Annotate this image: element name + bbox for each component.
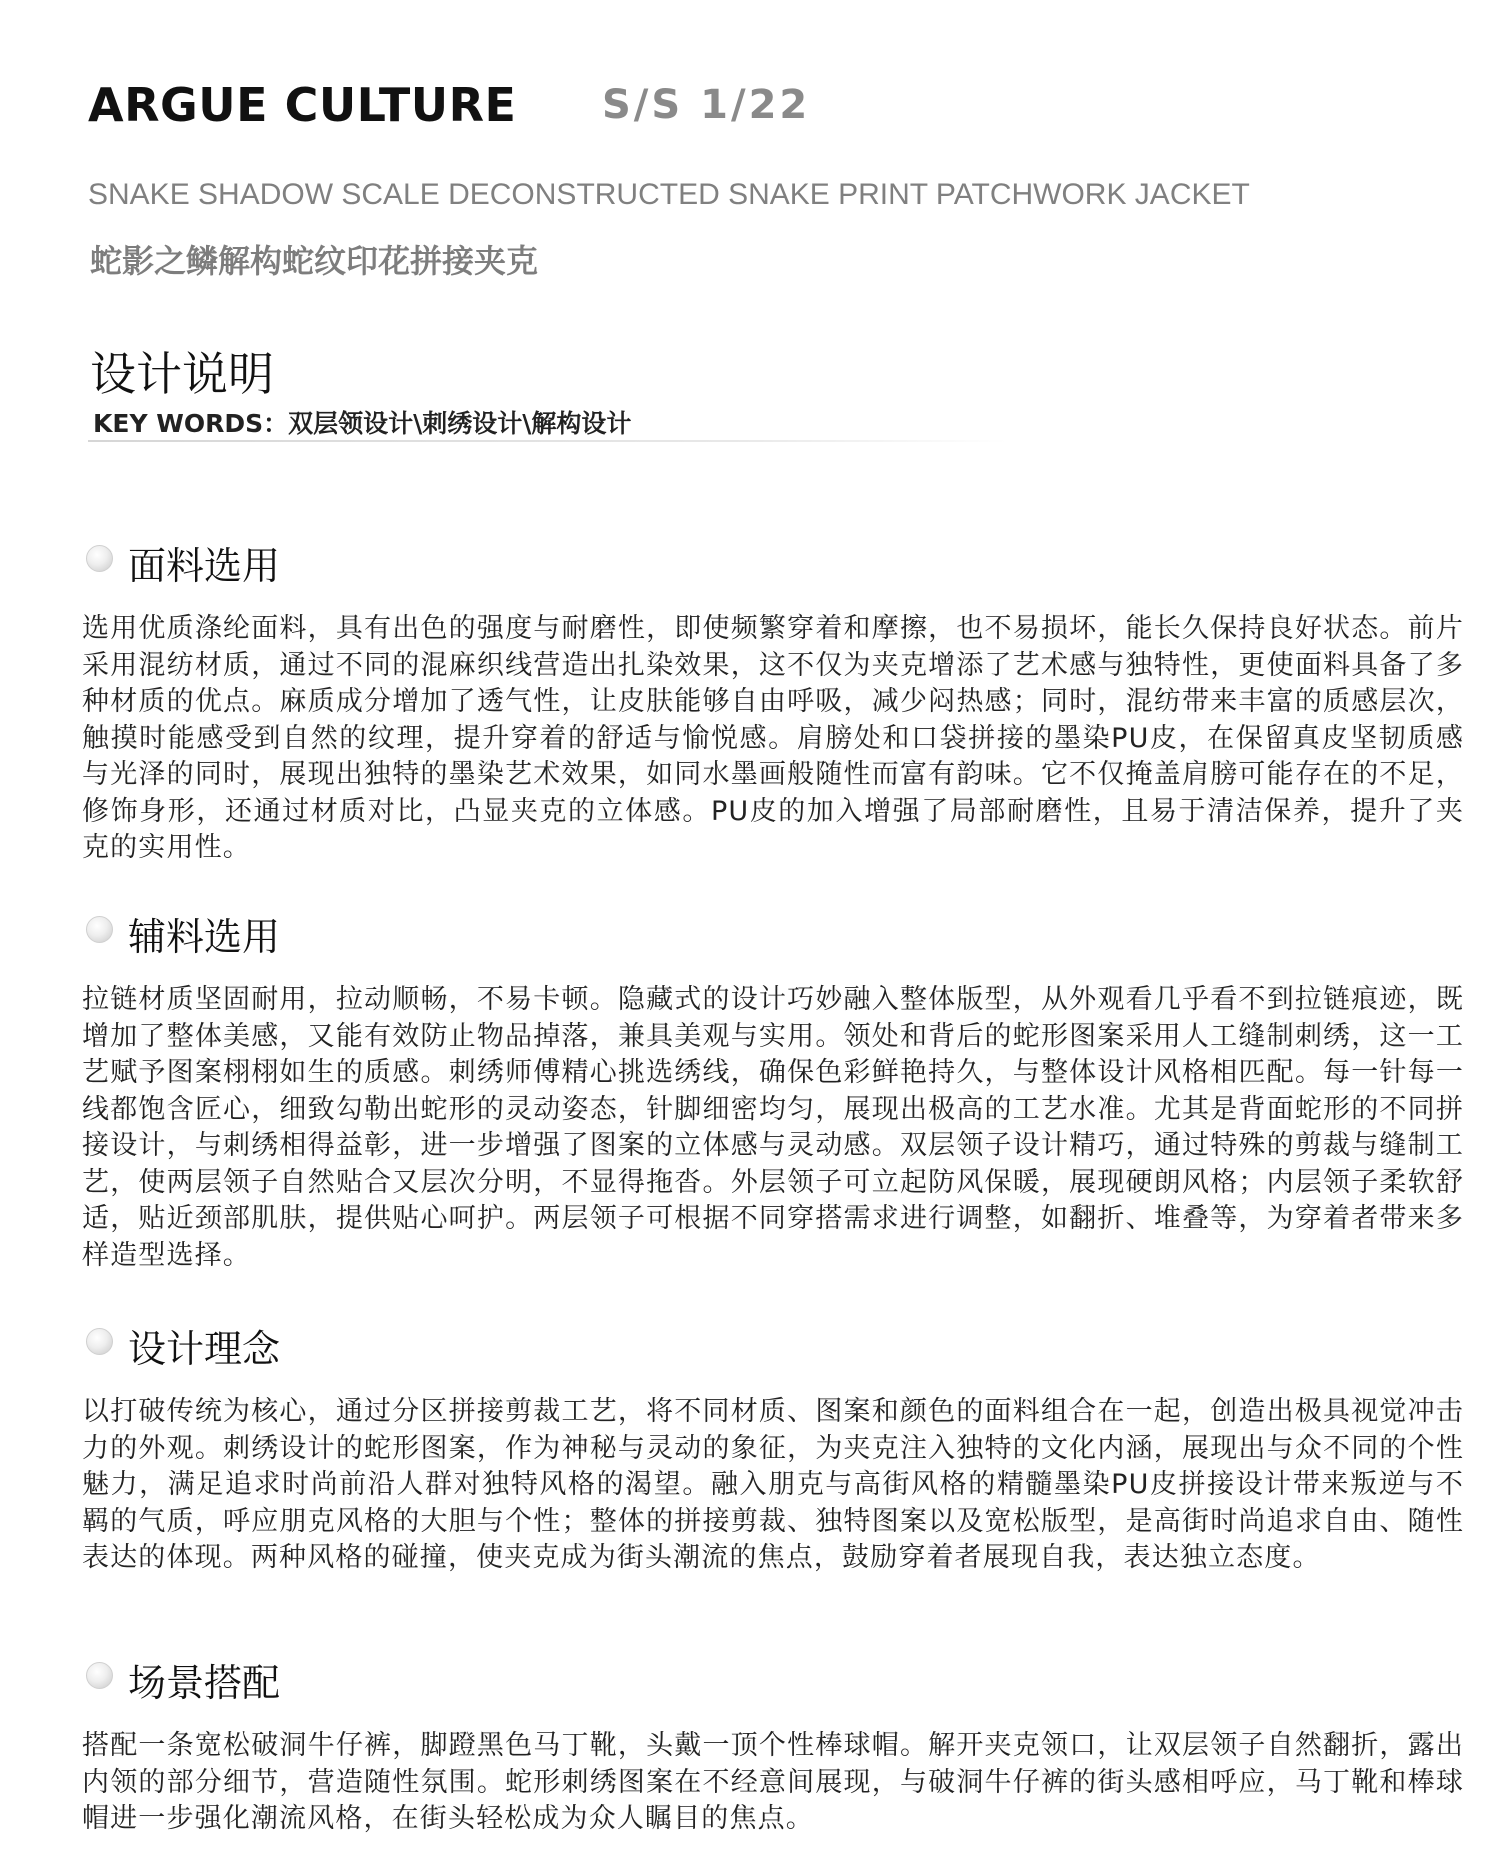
- circle-bullet-icon: [86, 1662, 113, 1689]
- section-title: 场景搭配: [128, 1661, 281, 1705]
- section-body: 拉链材质坚固耐用，拉动顺畅，不易卡顿。隐藏式的设计巧妙融入整体版型，从外观看几乎看不到拉链痕迹，既增加了整体美感，又能有效防止物品掉落，兼具美观与实用。领处和背后的蛇形图案采用人工缝制刺绣，这一工艺赋予图案栩栩如生的质感。刺绣师傅精心挑选绣线，确保色彩鲜艳持久，与整体设计风格相匹配。每一针每一线都饱含匠心，细致勾勒出蛇形的灵动姿态，针脚细密均匀，展现出极高的工艺水准。尤其是背面蛇形的不同拼接设计，与刺绣相得益彰，进一步增强了图案的立体感与灵动感。双层领子设计精巧，通过特殊的剪裁与缝制工艺，使两层领子自然贴合又层次分明，不显得拖沓。外层领子可立起防风保暖，展现硬朗风格；内层领子柔软舒适，贴近颈部肌肤，提供贴心呵护。两层领子可根据不同穿搭需求进行调整，如翻折、堆叠等，为穿着者带来多样造型选择。: [82, 984, 1464, 1271]
- section-title: 设计理念: [128, 1327, 281, 1371]
- product-title-english: SNAKE SHADOW SCALE DECONSTRUCTED SNAKE PRINT PATCHWORK JACKET: [88, 178, 1250, 211]
- season-label: S/S 1/22: [602, 82, 811, 128]
- section-body: 搭配一条宽松破洞牛仔裤，脚蹬黑色马丁靴，头戴一顶个性棒球帽。解开夹克领口，让双层领子自然翻折，露出内领的部分细节，营造随性氛围。蛇形刺绣图案在不经意间展现，与破洞牛仔裤的街头感相呼应，马丁靴和棒球帽进一步强化潮流风格，在街头轻松成为众人瞩目的焦点。: [82, 1730, 1464, 1834]
- section-header: [82, 535, 1472, 588]
- product-title-chinese: 蛇影之鳞解构蛇纹印花拼接夹克: [90, 242, 539, 280]
- circle-bullet-icon: [86, 1328, 113, 1355]
- section-styling-scene: [82, 1652, 1472, 1838]
- section-header: [82, 1652, 1472, 1705]
- section-title: 辅料选用: [128, 915, 281, 959]
- section-title: 面料选用: [128, 544, 281, 588]
- section-header: [82, 1318, 1472, 1371]
- brand-name: ARGUE CULTURE: [88, 78, 517, 132]
- design-description-heading: 设计说明: [90, 347, 274, 401]
- circle-bullet-icon: [86, 916, 113, 943]
- section-body: 选用优质涤纶面料，具有出色的强度与耐磨性，即使频繁穿着和摩擦，也不易损坏，能长久保持良好状态。前片采用混纺材质，通过不同的混麻织线营造出扎染效果，这不仅为夹克增添了艺术感与独特性，更使面料具备了多种材质的优点。麻质成分增加了透气性，让皮肤能够自由呼吸，减少闷热感；同时，混纺带来丰富的质感层次，触摸时能感受到自然的纹理，提升穿着的舒适与愉悦感。肩膀处和口袋拼接的墨染PU皮，在保留真皮坚韧质感与光泽的同时，展现出独特的墨染艺术效果，如同水墨画般随性而富有韵味。它不仅掩盖肩膀可能存在的不足，修饰身形，还通过材质对比，凸显夹克的立体感。PU皮的加入增强了局部耐磨性，且易于清洁保养，提升了夹克的实用性。: [82, 613, 1464, 863]
- circle-bullet-icon: [86, 545, 113, 572]
- section-header: [82, 906, 1472, 959]
- keywords-line: KEY WORDS：双层领设计\刺绣设计\解构设计: [93, 409, 632, 438]
- section-design-concept: [82, 1318, 1472, 1577]
- keywords-divider: [88, 440, 1008, 442]
- section-body: 以打破传统为核心，通过分区拼接剪裁工艺，将不同材质、图案和颜色的面料组合在一起，创造出极具视觉冲击力的外观。刺绣设计的蛇形图案，作为神秘与灵动的象征，为夹克注入独特的文化内涵，展现出与众不同的个性魅力，满足追求时尚前沿人群对独特风格的渴望。融入朋克与高街风格的精髓墨染PU皮拼接设计带来叛逆与不羁的气质，呼应朋克风格的大胆与个性；整体的拼接剪裁、独特图案以及宽松版型，是高街时尚追求自由、随性表达的体现。两种风格的碰撞，使夹克成为街头潮流的焦点，鼓励穿着者展现自我，表达独立态度。: [82, 1396, 1464, 1573]
- section-fabric: [82, 535, 1472, 867]
- section-accessories: [82, 906, 1472, 1274]
